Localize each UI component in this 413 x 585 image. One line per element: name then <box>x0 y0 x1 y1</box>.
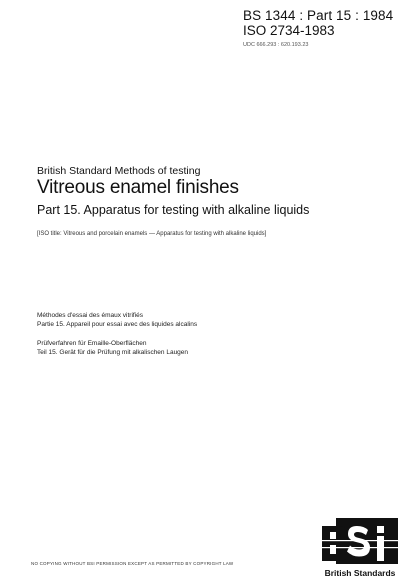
french-title-block <box>37 311 197 329</box>
copyright-notice: NO COPYING WITHOUT BSI PERMISSION EXCEPT AS PERMITTED BY COPYRIGHT LAW <box>31 561 234 566</box>
standard-number: BS 1344 : Part 15 : 1984 <box>243 8 394 23</box>
german-title-line: Prüfverfahren für Emaille-Oberflächen <box>37 340 147 347</box>
series-title: British Standard Methods of testing <box>37 165 201 177</box>
german-title-block <box>37 339 188 357</box>
french-title-line: Méthodes d'essai des émaux vitrifiés <box>37 312 144 319</box>
bsi-logo-mark <box>318 516 402 566</box>
publisher-name: British Standards <box>324 568 396 578</box>
french-title-line: Partie 15. Appareil pour essai avec des liquides alcalins <box>37 321 198 328</box>
iso-title: [ISO title: Vitreous and porcelain enamels — Apparatus for testing with alkaline liquids] <box>37 231 267 237</box>
iso-number: ISO 2734-1983 <box>243 23 335 38</box>
document-title: Vitreous enamel finishes <box>37 177 239 198</box>
german-title-line: Teil 15. Gerät für die Prüfung mit alkalischen Laugen <box>37 349 189 356</box>
udc-code: UDC 666.293 : 620.193.23 <box>243 42 309 48</box>
bsi-logo <box>318 516 402 580</box>
part-title: Part 15. Apparatus for testing with alkaline liquids <box>37 203 310 217</box>
